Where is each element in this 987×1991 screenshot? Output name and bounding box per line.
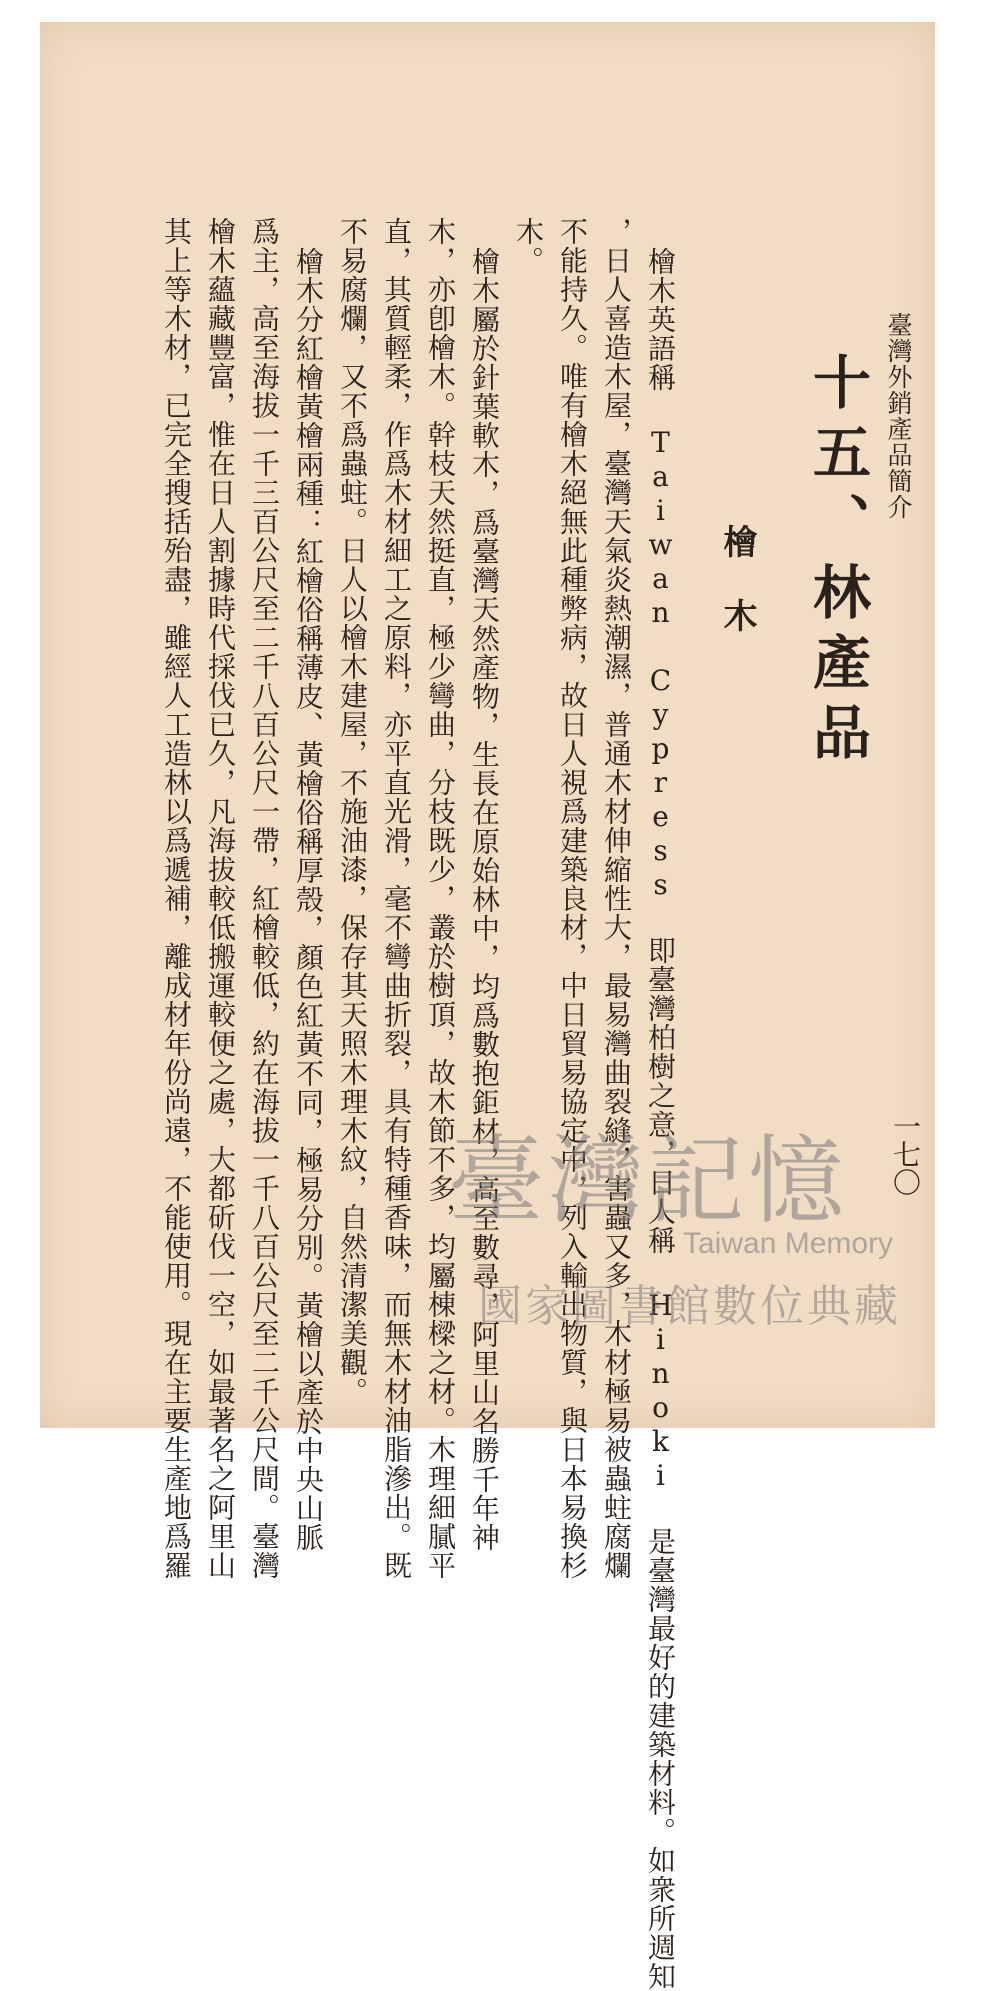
watermark-logo: 臺灣記憶 xyxy=(448,1125,848,1237)
watermark xyxy=(448,1105,923,1335)
body-column-3: 不能持久。唯有檜木絕無此種弊病，故日人視爲建築良材，中日貿易協定中，列入輸出物質，與日本易換杉 xyxy=(556,217,589,1580)
body-column-1: 檜木英語稱 Taiwan Cypress 即臺灣柏樹之意，日人稱 Hinoki 是臺灣最好的建築材料。如衆所週知 xyxy=(644,247,677,1991)
page-number: 一七〇 xyxy=(889,1112,922,1196)
body-column-9: 檜木分紅檜黃檜兩種：紅檜俗稱薄皮、黃檜俗稱厚殼，顏色紅黃不同，極易分別。黃檜以產於中央山脈 xyxy=(292,247,325,1552)
body-column-5: 檜木屬於針葉軟木，爲臺灣天然產物，生長在原始林中，均爲數抱鉅材，高至數尋，阿里山名勝千年神 xyxy=(468,247,501,1552)
running-title: 臺灣外銷產品簡介 xyxy=(884,312,913,520)
chapter-title: 十五、林產品 xyxy=(803,352,871,772)
body-column-10: 爲主，高至海拔一千三百公尺至二千八百公尺一帶，紅檜較低，約在海拔一千八百公尺至二千公尺間。臺灣 xyxy=(248,217,281,1580)
section-title: 檜木 xyxy=(717,524,757,672)
body-column-7: 直，其質輕柔，作爲木材細工之原料，亦平直光滑，毫不彎曲折裂，具有特種香味，而無木材油脂滲出。既 xyxy=(380,217,413,1580)
body-column-8: 不易腐爛，又不爲蟲蛀。日人以檜木建屋，不施油漆，保存其天照木理木紋，自然清潔美觀。 xyxy=(336,217,369,1406)
body-column-2: ，日人喜造木屋，臺灣天氣炎熱潮濕，普通木材伸縮性大，最易灣曲裂縫，害蟲又多，木材極易被蟲蛀腐爛 xyxy=(600,217,633,1580)
body-column-4: 木。 xyxy=(512,217,545,275)
body-column-6: 木，亦卽檜木。幹枝天然挺直，極少彎曲，分枝既少，叢於樹頂，故木節不多，均屬棟樑之材。木理細膩平 xyxy=(424,217,457,1580)
body-column-12: 其上等木材，已完全搜括殆盡，雖經人工造林以爲遞補，離成材年份尚遠，不能使用。現在主要生產地爲羅 xyxy=(160,217,193,1580)
watermark-english: Taiwan Memory xyxy=(683,1227,894,1260)
watermark-chinese: 國家圖書館數位典藏 xyxy=(478,1281,901,1332)
body-column-11: 檜木蘊藏豐富，惟在日人割據時代採伐已久，凡海拔較低搬運較便之處，大都斫伐一空，如最著名之阿里山 xyxy=(204,217,237,1580)
